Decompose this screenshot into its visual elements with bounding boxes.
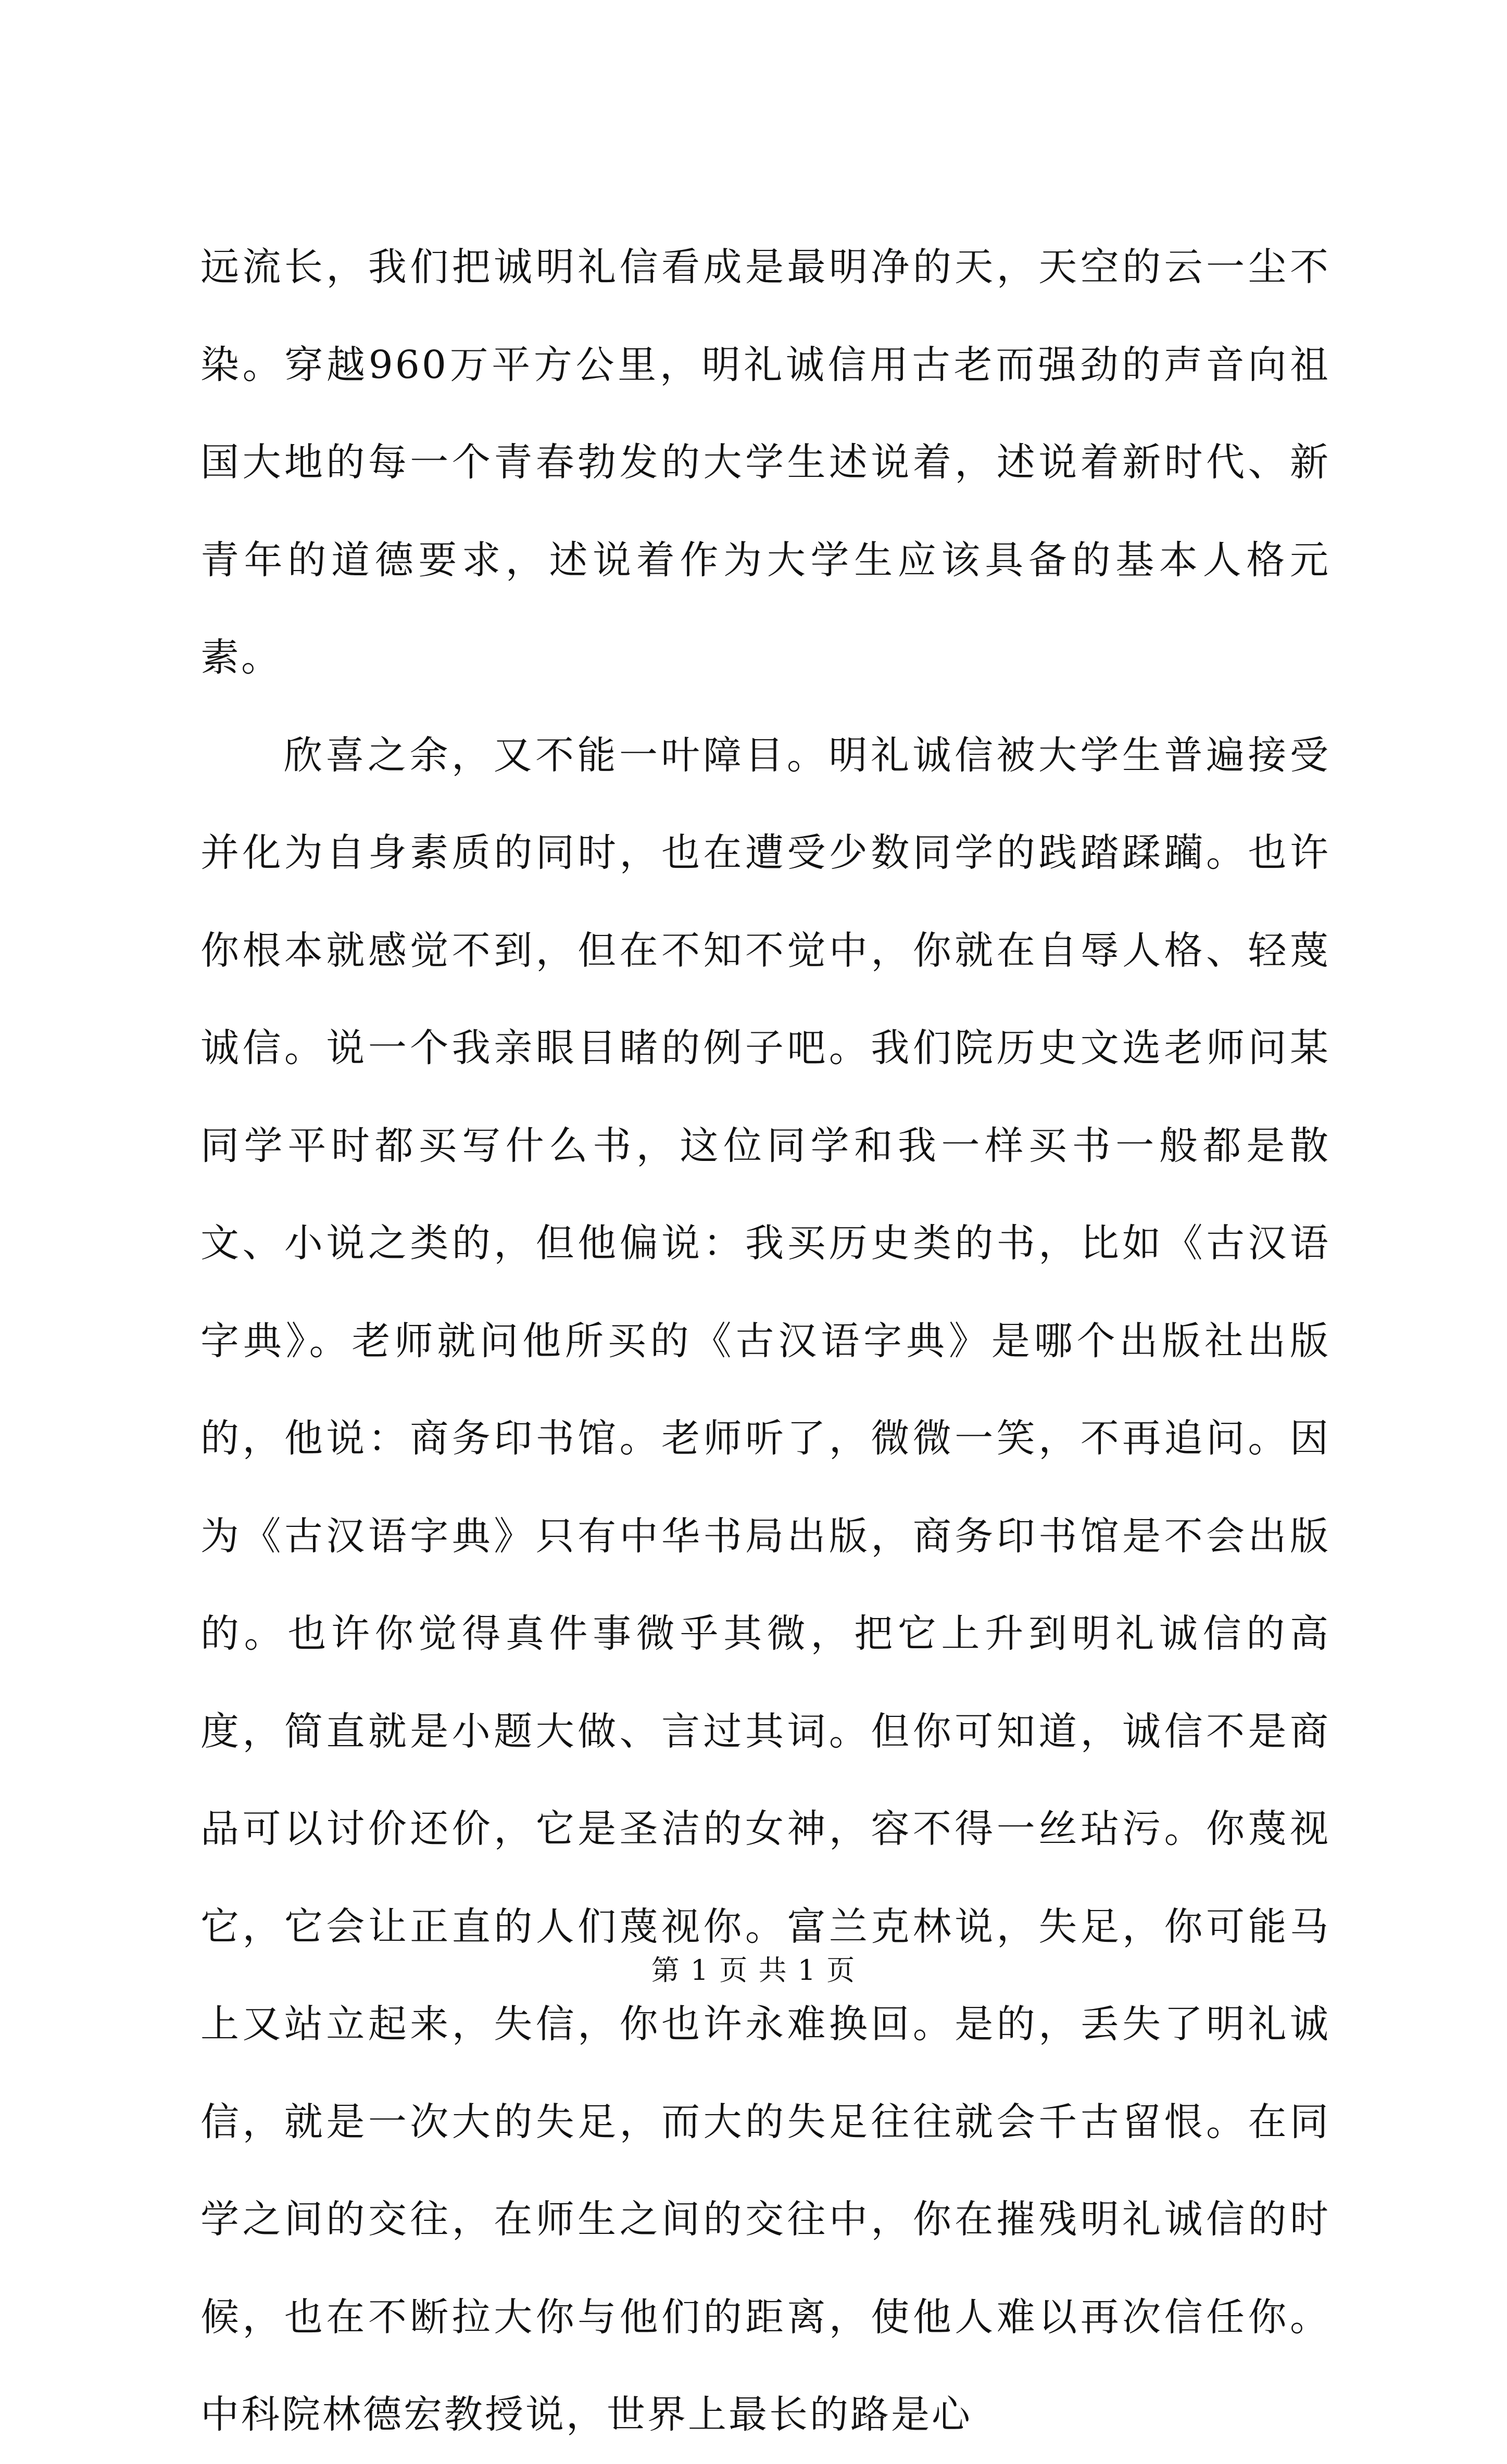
paragraph-1: 远流长，我们把诚明礼信看成是最明净的天，天空的云一尘不染。穿越960万平方公里，明礼诚信用古老而强劲的声音向祖国大地的每一个青春勃发的大学生述说着，述说着新时代、新青年的道德要求，述说着作为大学生应该具备的基本人格元素。: [200, 245, 1330, 680]
document-body: [200, 219, 1330, 2464]
page-number-label: 第 1 页 共 1 页: [651, 1954, 856, 1987]
page-footer: [0, 1950, 1507, 1991]
paragraph-2: 欣喜之余，又不能一叶障目。明礼诚信被大学生普遍接受并化为自身素质的同时，也在遭受少数同学的践踏蹂躏。也许你根本就感觉不到，但在不知不觉中，你就在自辱人格、轻蔑诚信。说一个我亲眼目睹的例子吧。我们院历史文选老师问某同学平时都买写什么书，这位同学和我一样买书一般都是散文、小说之类的，但他偏说：我买历史类的书，比如《古汉语字典》。老师就问他所买的《古汉语字典》是哪个出版社出版的，他说：商务印书馆。老师听了，微微一笑，不再追问。因为《古汉语字典》只有中华书局出版，商务印书馆是不会出版的。也许你觉得真件事微乎其微，把它上升到明礼诚信的高度，简直就是小题大做、言过其词。但你可知道，诚信不是商品可以讨价还价，它是圣洁的女神，容不得一丝玷污。你蔑视它，它会让正直的人们蔑视你。富兰克林说，失足，你可能马上又站立起来，失信，你也许永难换回。是的，丢失了明礼诚信，就是一次大的失足，而大的失足往往就会千古留恨。在同学之间的交往，在师生之间的交往中，你在摧残明礼诚信的时候，也在不断拉大你与他们的距离，使他人难以再次信任你。中科院林德宏教授说，世界上最长的路是心: [200, 732, 1330, 2437]
